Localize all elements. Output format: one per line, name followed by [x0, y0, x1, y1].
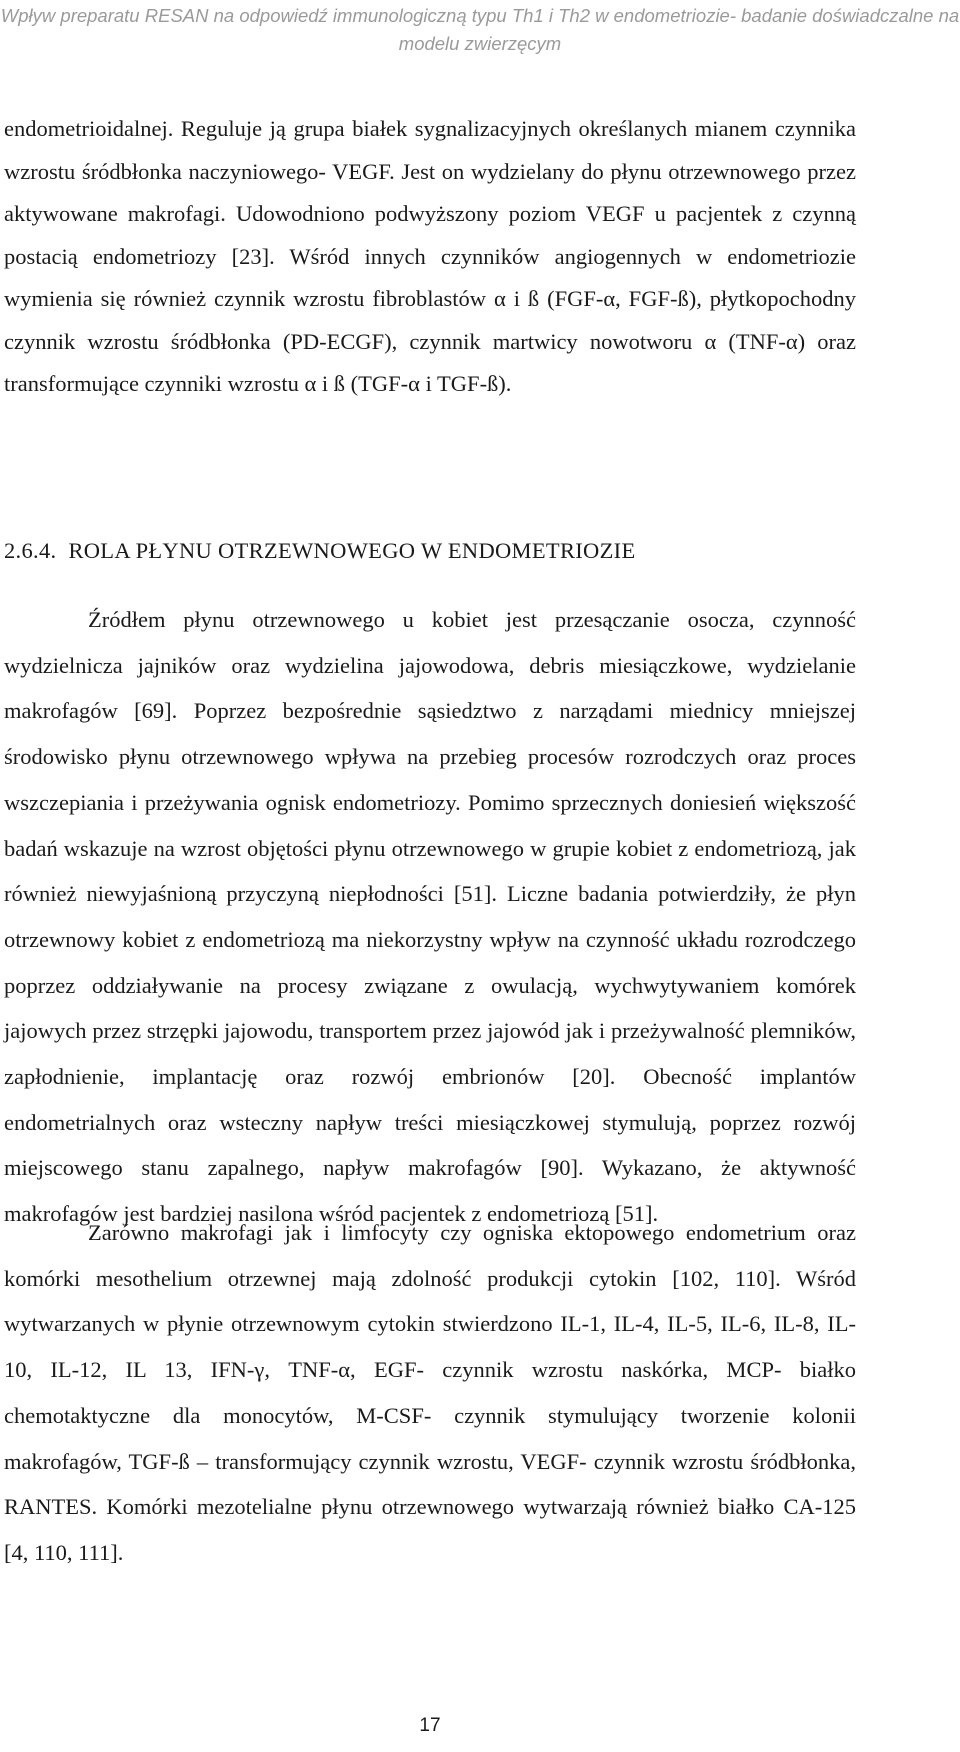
- paragraph-cytokines: Zarówno makrofagi jak i limfocyty czy ogniska ektopowego endometrium oraz komórki mesothelium otrzewnej mają zdolność produkcji cytokin [102, 110]. Wśród wytwarzanych w płynie otrzewnowym cytokin stwierdzono IL-1, IL-4, IL-5, IL-6, IL-8, IL-10, IL-12, IL 13, IFN-γ, TNF-α, EGF- czynnik wzrostu naskórka, MCP- białko chemotaktyczne dla monocytów, M-CSF- czynnik stymulujący tworzenie kolonii makrofagów, TGF-ß – transformujący czynnik wzrostu, VEGF- czynnik wzrostu śródbłonka, RANTES. Komórki mezotelialne płynu otrzewnowego wytwarzają również białko CA-125 [4, 110, 111].: [4, 1220, 856, 1565]
- section-number: 2.6.4.: [4, 538, 57, 563]
- section-title: ROLA PŁYNU OTRZEWNOWEGO W ENDOMETRIOZIE: [68, 538, 636, 563]
- section-heading: [4, 530, 856, 572]
- page-number: 17: [419, 1715, 441, 1736]
- running-header: Wpływ preparatu RESAN na odpowiedź immunologiczną typu Th1 i Th2 w endometriozie- badanie doświadczalne na modelu zwierzęcym: [0, 5, 960, 54]
- paragraph-peritoneal-fluid-source: Źródłem płynu otrzewnowego u kobiet jest przesączanie osocza, czynność wydzielnicza jajników oraz wydzielina jajowodowa, debris miesiączkowe, wydzielanie makrofagów [69]. Poprzez bezpośrednie sąsiedztwo z narządami miednicy mniejszej środowisko płynu otrzewnowego wpływa na przebieg procesów rozrodczych oraz proces wszczepiania i przeżywania ognisk endometriozy. Pomimo sprzecznych doniesień większość badań wskazuje na wzrost objętości płynu otrzewnowego w grupie kobiet z endometriozą, jak również niewyjaśnioną przyczyną niepłodności [51]. Liczne badania potwierdziły, że płyn otrzewnowy kobiet z endometriozą ma niekorzystny wpływ na czynność układu rozrodczego poprzez oddziaływanie na procesy związane z owulacją, wychwytywaniem komórek jajowych przez strzępki jajowodu, transportem przez jajowód jak i przeżywalność plemników, zapłodnienie, implantację oraz rozwój embrionów [20]. Obecność implantów endometrialnych oraz wsteczny napływ treści miesiączkowej stymulują, poprzez rozwój miejscowego stanu zapalnego, napływ makrofagów [90]. Wykazano, że aktywność makrofagów jest bardziej nasilona wśród pacjentek z endometriozą [51].: [4, 607, 856, 1227]
- paragraph-angiogenic-factors: endometrioidalnej. Reguluje ją grupa białek sygnalizacyjnych określanych mianem czynnika wzrostu śródbłonka naczyniowego- VEGF. Jest on wydzielany do płynu otrzewnowego przez aktywowane makrofagi. Udowodniono podwyższony poziom VEGF u pacjentek z czynną postacią endometriozy [23]. Wśród innych czynników angiogennych w endometriozie wymienia się również czynnik wzrostu fibroblastów α i ß (FGF-α, FGF-ß), płytkopochodny czynnik wzrostu śródbłonka (PD-ECGF), czynnik martwicy nowotworu α (TNF-α) oraz transformujące czynniki wzrostu α i ß (TGF-α i TGF-ß).: [4, 116, 856, 396]
